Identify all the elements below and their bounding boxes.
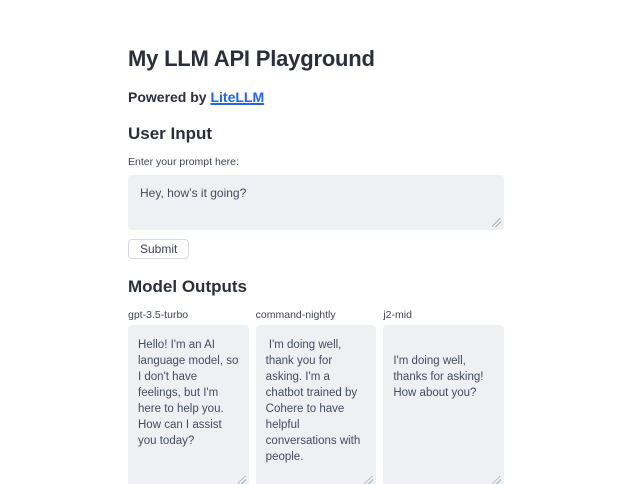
main-content	[128, 0, 504, 484]
model-name-label: j2-mid	[383, 309, 412, 321]
model-outputs-heading: Model Outputs	[128, 277, 247, 296]
model-output-column-command-nightly	[256, 297, 377, 484]
model-name-label: gpt-3.5-turbo	[128, 309, 189, 321]
resize-handle-icon[interactable]	[492, 476, 501, 484]
prompt-label: Enter your prompt here:	[128, 156, 239, 168]
resize-handle-icon[interactable]	[364, 476, 373, 484]
page-title: My LLM API Playground	[128, 46, 375, 71]
litellm-link[interactable]: LiteLLM	[210, 89, 265, 105]
model-output-column-gpt-3-5-turbo	[128, 297, 249, 484]
model-output-column-j2-mid	[383, 297, 504, 484]
prompt-textarea-wrap	[128, 175, 504, 230]
submit-button[interactable]: Submit	[128, 239, 189, 259]
prompt-textarea[interactable]	[128, 175, 504, 230]
model-output-textarea-j2-mid[interactable]	[383, 325, 504, 484]
resize-handle-icon[interactable]	[237, 476, 246, 484]
model-output-textarea-gpt-3-5-turbo[interactable]	[128, 325, 249, 484]
powered-by-text: Powered by	[128, 89, 211, 105]
user-input-heading: User Input	[128, 124, 213, 143]
powered-by-line	[128, 89, 504, 106]
resize-handle-icon[interactable]	[492, 218, 501, 227]
model-name-label: command-nightly	[255, 309, 336, 321]
model-output-textarea-command-nightly[interactable]	[256, 325, 377, 484]
model-output-columns	[128, 297, 504, 484]
